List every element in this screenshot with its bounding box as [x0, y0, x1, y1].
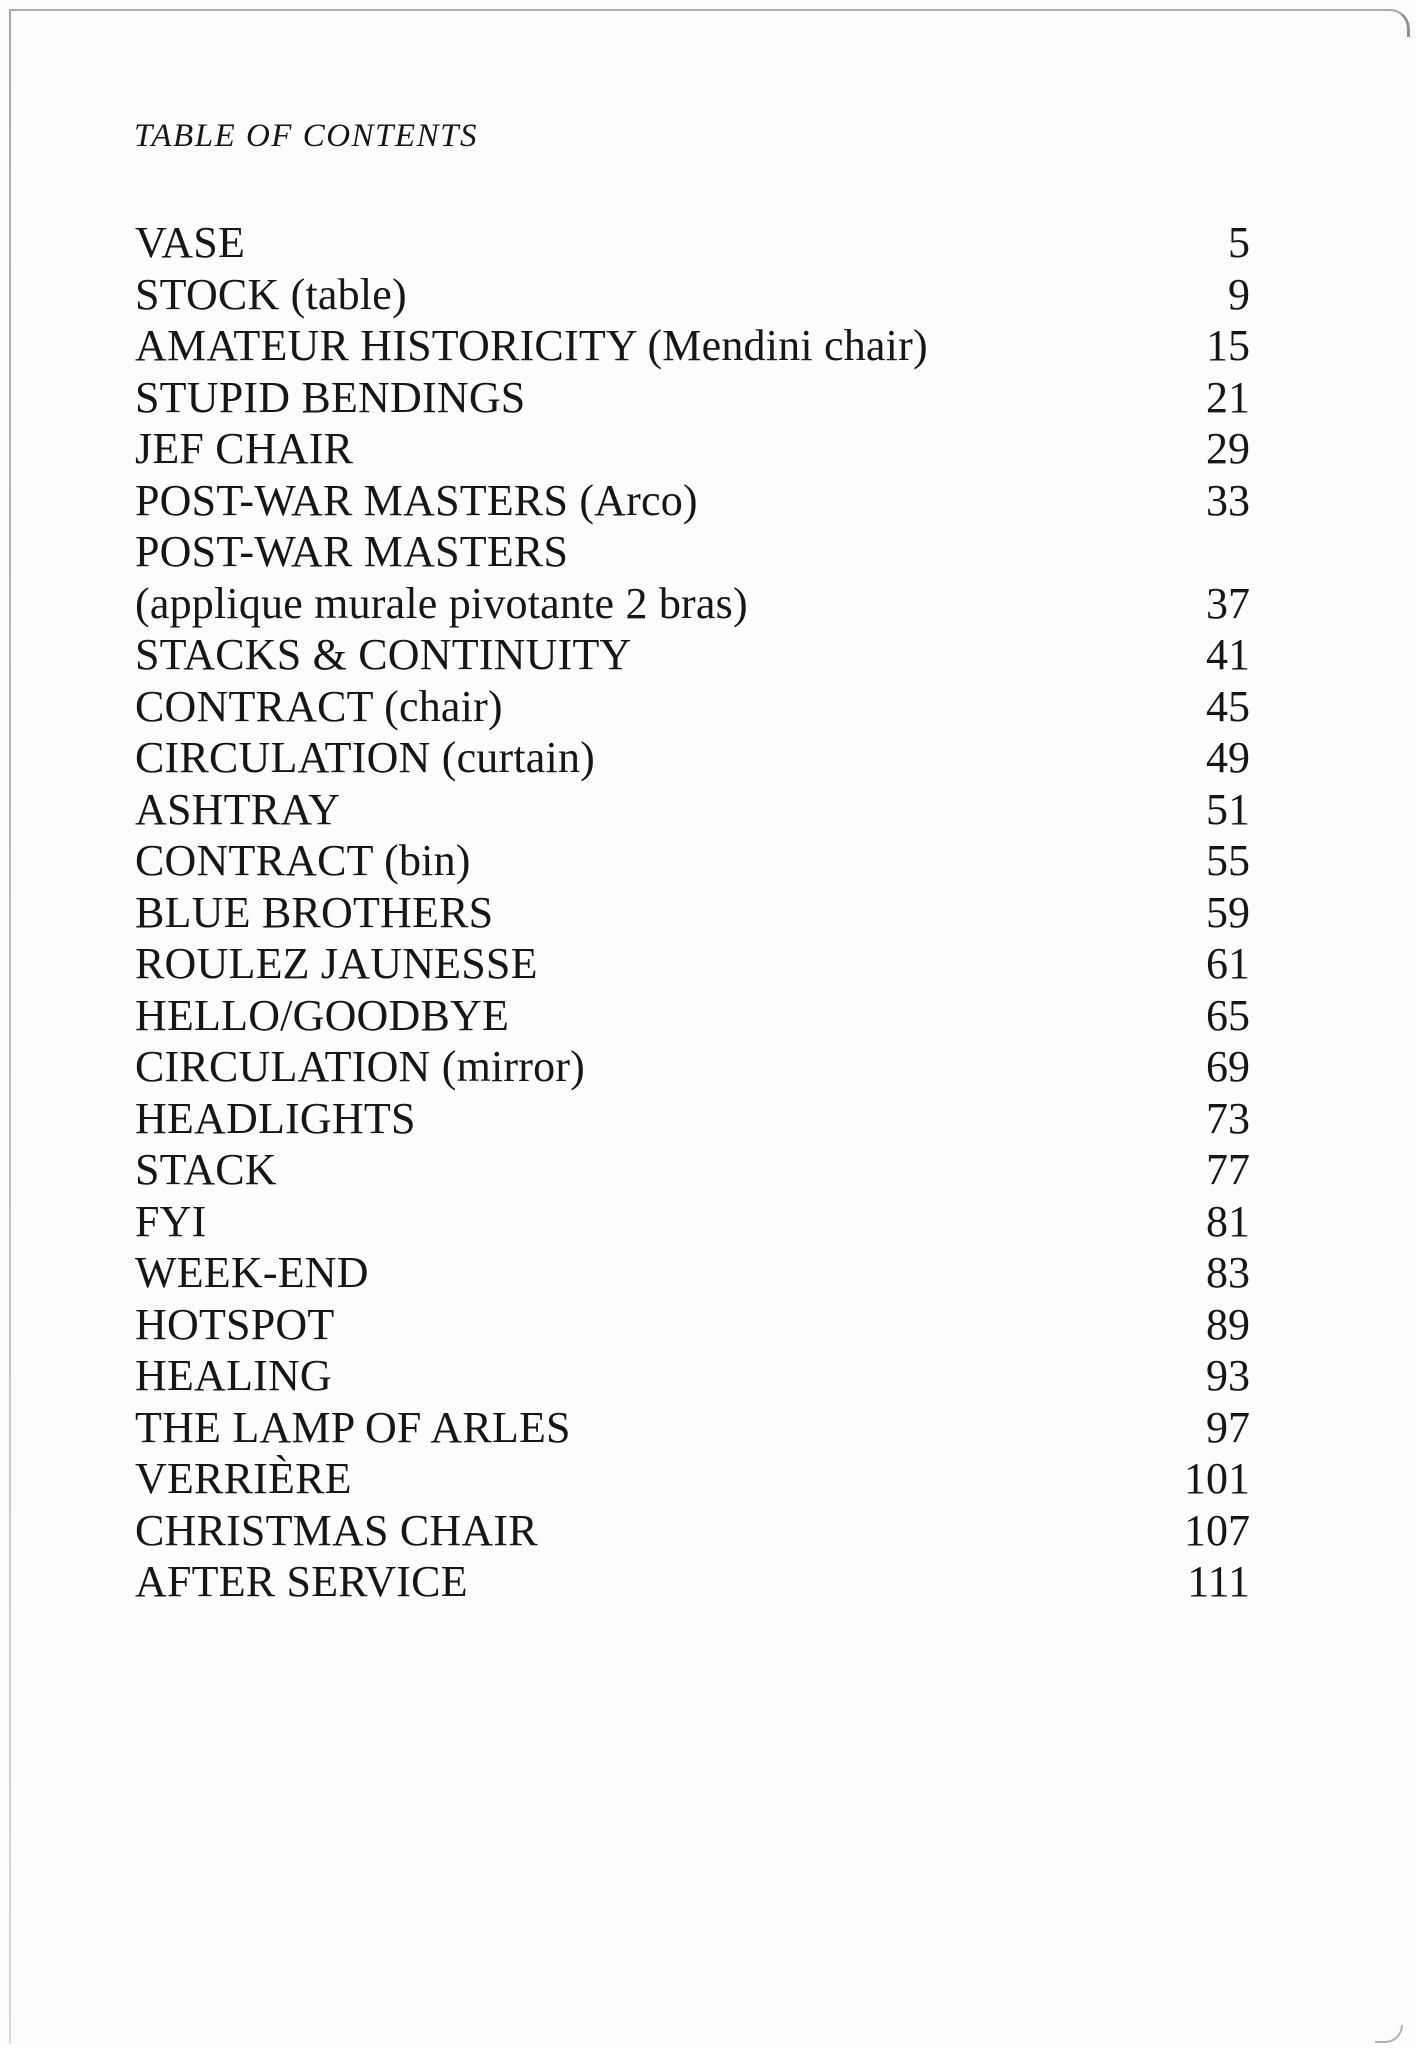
toc-entry-page-number: 107	[1184, 1505, 1250, 1555]
toc-entry	[135, 1247, 1250, 1299]
toc-entry	[135, 990, 1250, 1042]
toc-entry	[135, 1299, 1250, 1351]
scan-edge-top	[10, 9, 1390, 11]
toc-entry	[135, 732, 1250, 784]
toc-entry-title: ASHTRAY	[135, 784, 341, 834]
toc-entry	[135, 1093, 1250, 1145]
toc-entry-title: THE LAMP OF ARLES	[135, 1402, 571, 1452]
toc-entry-title: POST-WAR MASTERS (Arco)	[135, 475, 698, 525]
scan-edge-left	[9, 9, 11, 2044]
toc-title: TABLE OF CONTENTS	[134, 118, 478, 154]
toc-entry	[135, 1402, 1250, 1454]
toc-entry-page-number: 89	[1206, 1299, 1250, 1349]
toc-entry	[135, 784, 1250, 836]
toc-entry-title: VERRIÈRE	[135, 1454, 352, 1503]
toc-entry-title: VASE	[135, 218, 246, 267]
toc-entry	[135, 320, 1250, 372]
toc-entry-page-number: 55	[1206, 836, 1250, 885]
toc-entry-page-number: 49	[1206, 733, 1250, 782]
toc-entry	[135, 938, 1250, 990]
toc-entry-page-number: 37	[1206, 578, 1250, 628]
toc-entry	[135, 835, 1250, 887]
toc-entry-title: ROULEZ JAUNESSE	[135, 939, 538, 988]
scan-corner-bottom-right	[1375, 2025, 1403, 2043]
toc-entry	[135, 1505, 1250, 1557]
toc-entry-title: HELLO/GOODBYE	[135, 990, 510, 1040]
toc-entry-title: CONTRACT (bin)	[135, 836, 471, 885]
toc-entry-page-number: 77	[1206, 1145, 1250, 1194]
toc-entry-page-number: 21	[1206, 372, 1250, 422]
toc-entry	[135, 1196, 1250, 1248]
toc-entry-title: STOCK (table)	[135, 269, 407, 319]
toc-entry-page-number: 93	[1206, 1351, 1250, 1400]
toc-entry-page-number: 83	[1206, 1248, 1250, 1297]
toc-entry-page-number: 33	[1206, 475, 1250, 525]
toc-entry	[135, 1453, 1250, 1505]
toc-entry-page-number: 59	[1206, 887, 1250, 937]
toc-entry-page-number: 45	[1206, 681, 1250, 731]
toc-entry-page-number: 97	[1206, 1402, 1250, 1452]
toc-entry-page-number: 15	[1206, 321, 1250, 370]
toc-entry-page-number: 73	[1206, 1093, 1250, 1143]
toc-entry-page-number: 81	[1206, 1196, 1250, 1246]
toc-entry	[135, 1556, 1250, 1608]
toc-entry-title: FYI	[135, 1196, 207, 1246]
toc-entry-title: (applique murale pivotante 2 bras)	[135, 578, 748, 628]
toc-entry-page-number: 101	[1184, 1454, 1250, 1503]
toc-entry	[135, 217, 1250, 269]
toc-entry	[135, 372, 1250, 424]
toc-entry-page-number: 111	[1187, 1557, 1250, 1606]
scan-corner-top-right	[1381, 9, 1410, 37]
toc-entry	[135, 1041, 1250, 1093]
toc-entry-title: HEALING	[135, 1351, 332, 1400]
toc-entry-title: CIRCULATION (curtain)	[135, 733, 595, 782]
toc-entry-page-number: 5	[1228, 218, 1250, 267]
toc-entry-title: STACK	[135, 1145, 277, 1194]
toc-entry	[135, 423, 1250, 475]
toc-entry-title: HOTSPOT	[135, 1299, 335, 1349]
toc-entry	[135, 629, 1250, 681]
toc-entry	[135, 1144, 1250, 1196]
toc-entry-title: AFTER SERVICE	[135, 1557, 468, 1606]
toc-entry-title: HEADLIGHTS	[135, 1093, 416, 1143]
toc-entry-title: WEEK-END	[135, 1248, 369, 1297]
toc-list	[135, 217, 1250, 1608]
toc-entry-title: CONTRACT (chair)	[135, 681, 503, 731]
toc-entry	[135, 578, 1250, 630]
toc-entry	[135, 887, 1250, 939]
toc-entry-title: STACKS & CONTINUITY	[135, 630, 632, 679]
toc-entry-title: STUPID BENDINGS	[135, 372, 526, 422]
toc-entry-page-number: 69	[1206, 1042, 1250, 1091]
toc-entry	[135, 1350, 1250, 1402]
toc-entry	[135, 681, 1250, 733]
toc-entry	[135, 526, 1250, 578]
toc-entry-title: JEF CHAIR	[135, 424, 354, 473]
toc-entry-title: BLUE BROTHERS	[135, 887, 494, 937]
toc-entry-title: CIRCULATION (mirror)	[135, 1042, 586, 1091]
toc-entry	[135, 269, 1250, 321]
toc-entry-page-number: 51	[1206, 784, 1250, 834]
toc-entry-title: AMATEUR HISTORICITY (Mendini chair)	[135, 321, 928, 370]
toc-entry-page-number: 61	[1206, 939, 1250, 988]
toc-entry	[135, 475, 1250, 527]
toc-entry-title: CHRISTMAS CHAIR	[135, 1505, 538, 1555]
toc-entry-page-number: 29	[1206, 424, 1250, 473]
toc-entry-page-number: 9	[1228, 269, 1250, 319]
toc-entry-page-number: 65	[1206, 990, 1250, 1040]
toc-entry-page-number: 41	[1206, 630, 1250, 679]
toc-entry-title: POST-WAR MASTERS	[135, 527, 569, 576]
